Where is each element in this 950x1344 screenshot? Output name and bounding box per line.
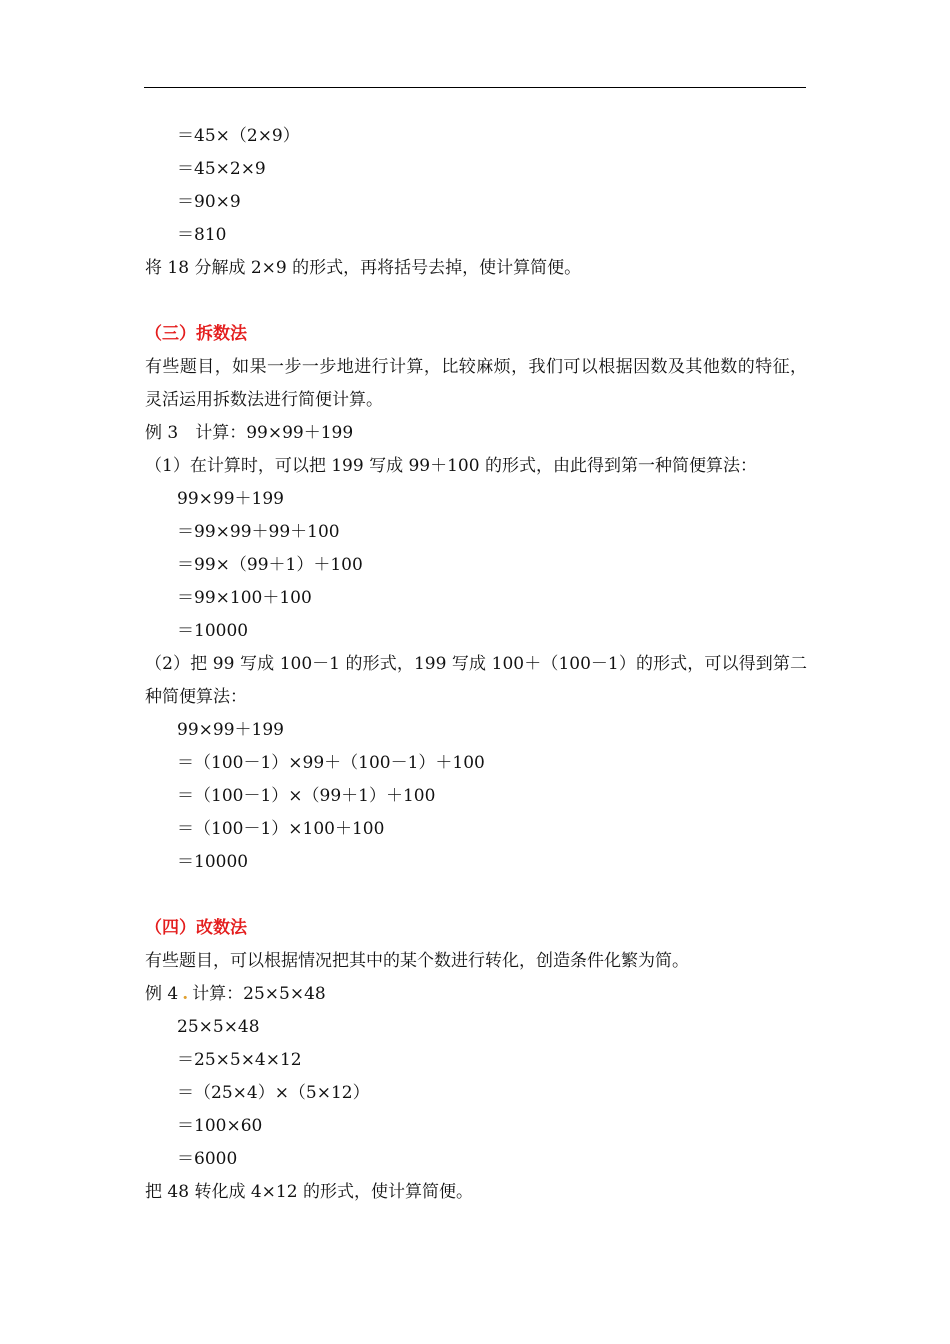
calc-step: ＝6000 xyxy=(177,1149,238,1169)
calc-step: ＝（25×4）×（5×12） xyxy=(177,1083,370,1103)
section-heading-changing: （四）改数法 xyxy=(145,918,247,938)
example-label: 例 4 xyxy=(145,984,179,1004)
document-body xyxy=(145,120,807,1209)
example-text: 计算：25×5×48 xyxy=(192,984,326,1004)
calc-step: ＝100×60 xyxy=(177,1116,263,1136)
section-gap xyxy=(145,879,807,912)
calc-step: 99×99＋199 xyxy=(177,720,284,740)
calc-step: ＝（100－1）×100＋100 xyxy=(177,819,385,839)
calc-step: ＝（100－1）×（99＋1）＋100 xyxy=(177,786,436,806)
method-description: （1）在计算时，可以把 199 写成 99＋100 的形式，由此得到第一种简便算法： xyxy=(145,456,757,476)
method-description: （2）把 99 写成 100－1 的形式，199 写成 100＋（100－1）的形式，可以得到第二种简便算法： xyxy=(145,654,807,707)
section-intro: 有些题目，如果一步一步地进行计算，比较麻烦，我们可以根据因数及其他数的特征，灵活运用拆数法进行简便计算。 xyxy=(145,357,807,410)
calc-step: ＝25×5×4×12 xyxy=(177,1050,302,1070)
calc-step: ＝（100－1）×99＋（100－1）＋100 xyxy=(177,753,485,773)
calc-step: ＝10000 xyxy=(177,852,249,872)
calc-step: 99×99＋199 xyxy=(177,489,284,509)
example-dot: . xyxy=(182,984,189,1004)
example-title xyxy=(145,978,807,1011)
section-intro: 有些题目，可以根据情况把其中的某个数进行转化，创造条件化繁为简。 xyxy=(145,951,689,971)
section-gap xyxy=(145,285,807,318)
calc-step: ＝99×99＋99＋100 xyxy=(177,522,340,542)
calc-step: ＝99×（99＋1）＋100 xyxy=(177,555,363,575)
calc-step: ＝90×9 xyxy=(177,192,241,212)
calc-step: ＝810 xyxy=(177,225,227,245)
header-rule xyxy=(144,87,806,88)
explanation-note: 将 18 分解成 2×9 的形式，再将括号去掉，使计算简便。 xyxy=(145,258,582,278)
calc-step: ＝10000 xyxy=(177,621,249,641)
example-title: 例 3 计算：99×99＋199 xyxy=(145,423,354,443)
section-heading-splitting: （三）拆数法 xyxy=(145,324,247,344)
calc-step: ＝45×（2×9） xyxy=(177,126,300,146)
calc-step: ＝99×100＋100 xyxy=(177,588,312,608)
explanation-note: 把 48 转化成 4×12 的形式，使计算简便。 xyxy=(145,1182,473,1202)
calc-step: 25×5×48 xyxy=(177,1017,260,1037)
calc-step: ＝45×2×9 xyxy=(177,159,266,179)
